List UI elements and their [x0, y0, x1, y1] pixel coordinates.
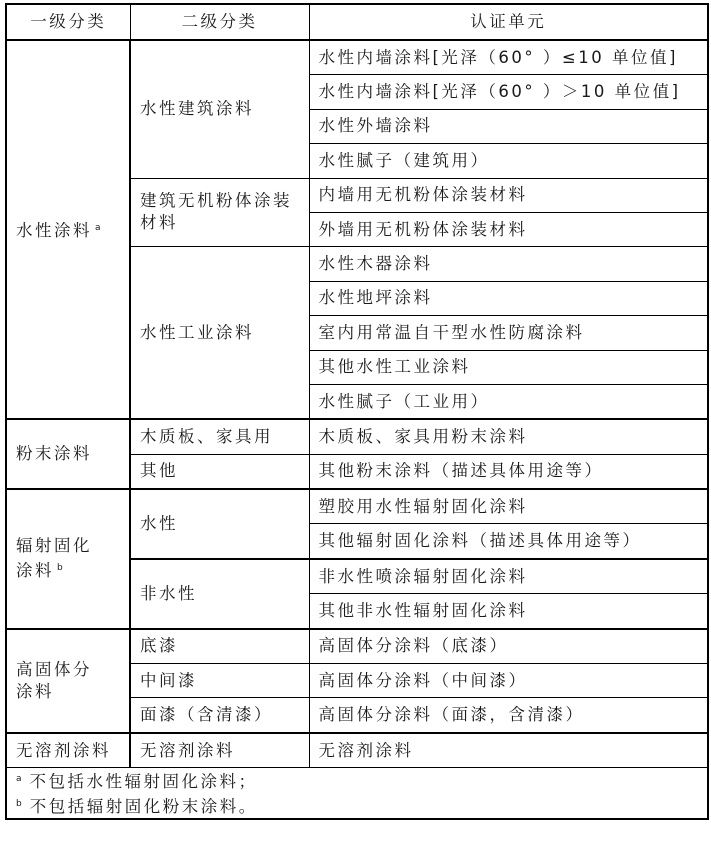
unit-cell: 水性腻子（建筑用） [309, 144, 708, 178]
table-row [6, 40, 708, 75]
unit-cell: 内墙用无机粉体涂装材料 [309, 178, 708, 212]
unit-cell: 高固体分涂料（中间漆） [309, 664, 708, 698]
footnote-a: $^a$ 不包括水性辐射固化涂料； [16, 772, 258, 792]
unit-cell: 塑胶用水性辐射固化涂料 [309, 489, 708, 524]
header-level1: 一级分类 [6, 4, 130, 40]
table-row [6, 419, 708, 454]
unit-cell: 非水性喷涂辐射固化涂料 [309, 559, 708, 594]
level2-cell: 水性 [130, 489, 309, 559]
unit-cell: 外墙用无机粉体涂装材料 [309, 212, 708, 246]
footnotes [6, 768, 708, 820]
table-row [6, 733, 708, 768]
unit-cell: 水性地坪涂料 [309, 281, 708, 315]
unit-cell: 室内用常温自干型水性防腐涂料 [309, 316, 708, 350]
unit-cell: 水性木器涂料 [309, 247, 708, 281]
level2-cell: 木质板、家具用 [130, 419, 309, 454]
unit-cell: 高固体分涂料（底漆） [309, 629, 708, 664]
level2-cell: 面漆（含清漆） [130, 698, 309, 733]
level2-cell: 其他 [130, 454, 309, 489]
level2-cell: 中间漆 [130, 664, 309, 698]
footnote-mark-a: a [95, 223, 101, 234]
table-row [6, 489, 708, 524]
unit-cell: 水性内墙涂料[光泽（60° ）＞10 单位值] [309, 75, 708, 109]
level1-cell-waterborne: 水性涂料 $^a$ [6, 40, 130, 419]
level1-cell-radiation-curing: 辐射固化 涂料 $^b$ [6, 489, 130, 629]
level2-cell: 底漆 [130, 629, 309, 664]
table-row [6, 629, 708, 664]
header-level2: 二级分类 [130, 4, 309, 40]
header-row [6, 4, 708, 40]
level2-cell: 非水性 [130, 559, 309, 629]
footnote-b: $^b$ 不包括辐射固化粉末涂料。 [16, 797, 258, 817]
unit-cell: 水性外墙涂料 [309, 109, 708, 143]
unit-cell: 其他非水性辐射固化涂料 [309, 594, 708, 629]
unit-cell: 高固体分涂料（面漆，含清漆） [309, 698, 708, 733]
unit-cell: 其他辐射固化涂料（描述具体用途等） [309, 524, 708, 559]
unit-cell: 无溶剂涂料 [309, 733, 708, 768]
level2-cell: 建筑无机粉体涂装材料 [130, 178, 309, 247]
unit-cell: 水性内墙涂料[光泽（60° ）≤10 单位值] [309, 40, 708, 75]
level2-cell: 无溶剂涂料 [130, 733, 309, 768]
footnote-row [6, 768, 708, 820]
unit-cell: 其他水性工业涂料 [309, 350, 708, 384]
coating-certification-table [5, 3, 709, 820]
footnote-mark-b: b [57, 563, 63, 574]
unit-cell: 水性腻子（工业用） [309, 384, 708, 419]
level1-cell-powder: 粉末涂料 [6, 419, 130, 489]
unit-cell: 其他粉末涂料（描述具体用途等） [309, 454, 708, 489]
level2-cell: 水性建筑涂料 [130, 40, 309, 178]
unit-cell: 木质板、家具用粉末涂料 [309, 419, 708, 454]
header-unit: 认证单元 [309, 4, 708, 40]
level1-cell-solvent-free: 无溶剂涂料 [6, 733, 130, 768]
level2-cell: 水性工业涂料 [130, 247, 309, 419]
level1-cell-high-solids: 高固体分 涂料 [6, 629, 130, 733]
